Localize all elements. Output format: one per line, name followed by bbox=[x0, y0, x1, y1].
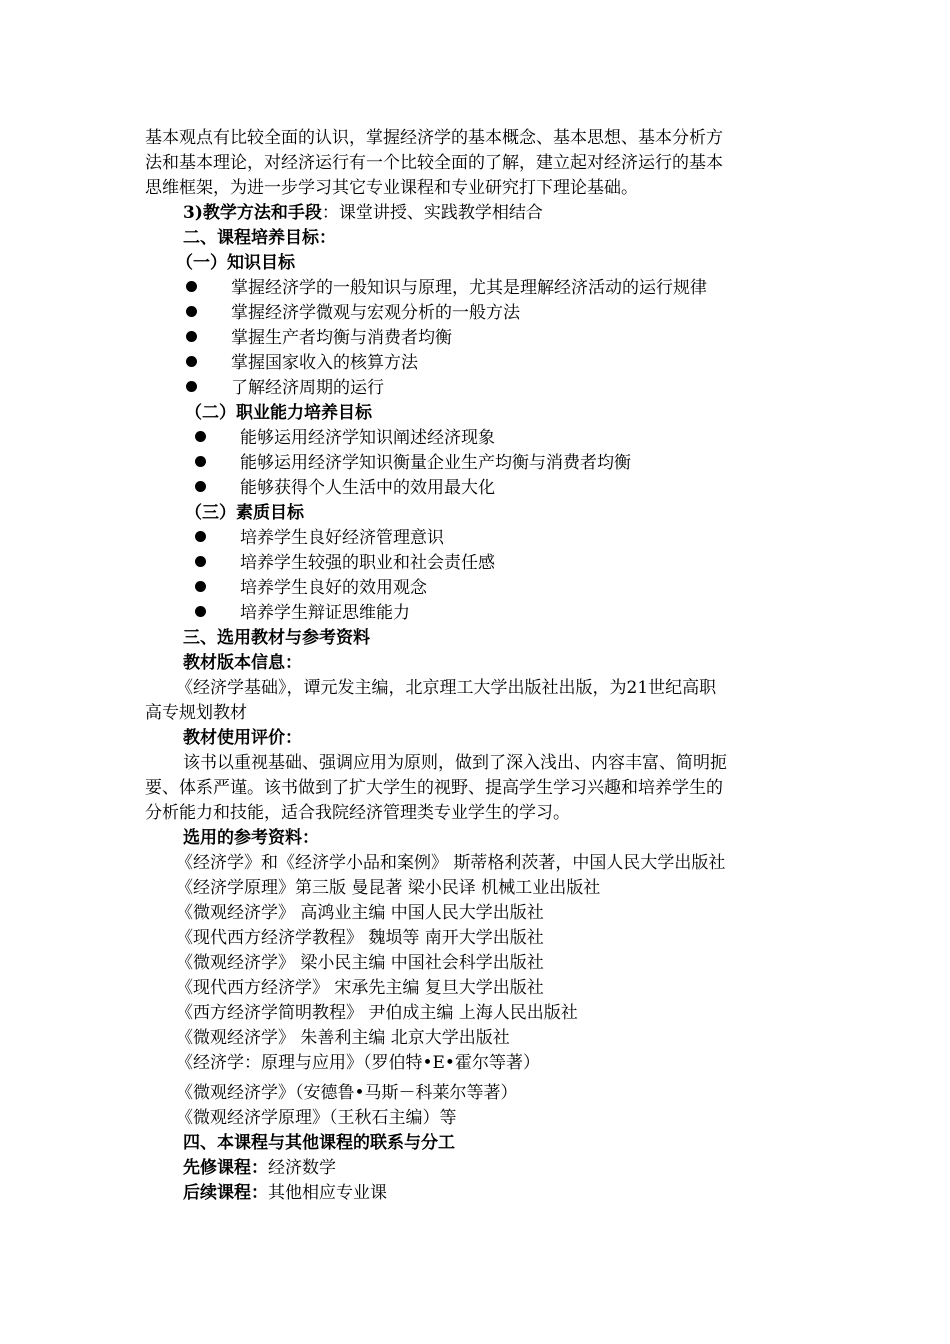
reference-item: 《现代西方经济学教程》 魏埙等 南开大学出版社 bbox=[176, 928, 544, 948]
prerequisite-course bbox=[183, 1156, 336, 1180]
ability-goals-title: （二）职业能力培养目标 bbox=[185, 403, 372, 423]
quality-item: 培养学生辩证思维能力 bbox=[240, 603, 410, 623]
reference-item: 《西方经济学简明教程》 尹伯成主编 上海人民出版社 bbox=[176, 1003, 578, 1023]
knowledge-item: 掌握经济学的一般知识与原理，尤其是理解经济活动的运行规律 bbox=[231, 278, 707, 298]
prerequisite-value: 经济数学 bbox=[268, 1158, 336, 1178]
bullet-icon bbox=[195, 581, 206, 592]
intro-line-3: 思维框架，为进一步学习其它专业课程和专业研究打下理论基础。 bbox=[145, 178, 638, 198]
bullet-icon bbox=[195, 556, 206, 567]
bullet-icon bbox=[186, 356, 197, 367]
bullet-icon bbox=[195, 481, 206, 492]
reference-item: 《经济学：原理与应用》（罗伯特•E•霍尔等著） bbox=[176, 1053, 540, 1073]
edition-line-2: 高专规划教材 bbox=[145, 703, 247, 723]
bullet-icon bbox=[195, 431, 206, 442]
intro-line-2: 法和基本理论，对经济运行有一个比较全面的了解，建立起对经济运行的基本 bbox=[145, 153, 723, 173]
reference-item: 《经济学原理》第三版 曼昆著 梁小民译 机械工业出版社 bbox=[176, 878, 601, 898]
quality-goals-title: （三）素质目标 bbox=[185, 503, 304, 523]
knowledge-item: 掌握生产者均衡与消费者均衡 bbox=[231, 328, 452, 348]
knowledge-item: 了解经济周期的运行 bbox=[231, 378, 384, 398]
reference-item: 《经济学》和《经济学小品和案例》 斯蒂格利茨著，中国人民大学出版社 bbox=[176, 853, 726, 873]
quality-item: 培养学生较强的职业和社会责任感 bbox=[240, 553, 495, 573]
reference-item: 《微观经济学原理》（王秋石主编）等 bbox=[176, 1108, 457, 1128]
followup-label: 后续课程： bbox=[183, 1183, 268, 1203]
bullet-icon bbox=[195, 606, 206, 617]
ability-item: 能够获得个人生活中的效用最大化 bbox=[240, 478, 495, 498]
teaching-methods-text: ：课堂讲授、实践教学相结合 bbox=[321, 203, 543, 223]
reference-item: 《微观经济学》 高鸿业主编 中国人民大学出版社 bbox=[176, 903, 544, 923]
review-label: 教材使用评价： bbox=[183, 728, 302, 748]
review-line-3: 分析能力和技能，适合我院经济管理类专业学生的学习。 bbox=[145, 803, 570, 823]
reference-item: 《微观经济学》 梁小民主编 中国社会科学出版社 bbox=[176, 953, 544, 973]
section-4-title: 四、本课程与其他课程的联系与分工 bbox=[183, 1133, 455, 1153]
ability-item: 能够运用经济学知识阐述经济现象 bbox=[240, 428, 495, 448]
review-line-1: 该书以重视基础、强调应用为原则，做到了深入浅出、内容丰富、简明扼 bbox=[183, 753, 727, 773]
knowledge-item: 掌握经济学微观与宏观分析的一般方法 bbox=[231, 303, 520, 323]
bullet-icon bbox=[186, 331, 197, 342]
followup-course bbox=[183, 1181, 387, 1205]
section-3-title: 三、选用教材与参考资料 bbox=[183, 628, 370, 648]
knowledge-goals-title: （一）知识目标 bbox=[176, 253, 295, 273]
teaching-methods-label: 3)教学方法和手段 bbox=[183, 203, 322, 223]
section-2-title: 二、课程培养目标： bbox=[183, 228, 336, 248]
intro-line-1: 基本观点有比较全面的认识，掌握经济学的基本概念、基本思想、基本分析方 bbox=[145, 128, 723, 148]
references-label: 选用的参考资料： bbox=[183, 828, 319, 848]
prerequisite-label: 先修课程： bbox=[183, 1158, 268, 1178]
bullet-icon bbox=[195, 531, 206, 542]
teaching-methods bbox=[183, 201, 543, 225]
edition-label: 教材版本信息： bbox=[183, 653, 302, 673]
reference-item: 《微观经济学》（安德鲁•马斯－科莱尔等著） bbox=[176, 1083, 518, 1103]
followup-value: 其他相应专业课 bbox=[268, 1183, 387, 1203]
reference-item: 《现代西方经济学》 宋承先主编 复旦大学出版社 bbox=[176, 978, 544, 998]
reference-item: 《微观经济学》 朱善利主编 北京大学出版社 bbox=[176, 1028, 510, 1048]
bullet-icon bbox=[186, 306, 197, 317]
quality-item: 培养学生良好的效用观念 bbox=[240, 578, 427, 598]
bullet-icon bbox=[195, 456, 206, 467]
quality-item: 培养学生良好经济管理意识 bbox=[240, 528, 444, 548]
edition-line-1: 《经济学基础》，谭元发主编，北京理工大学出版社出版，为21世纪高职 bbox=[176, 678, 717, 698]
review-line-2: 要、体系严谨。该书做到了扩大学生的视野、提高学生学习兴趣和培养学生的 bbox=[145, 778, 723, 798]
knowledge-item: 掌握国家收入的核算方法 bbox=[231, 353, 418, 373]
ability-item: 能够运用经济学知识衡量企业生产均衡与消费者均衡 bbox=[240, 453, 631, 473]
bullet-icon bbox=[186, 381, 197, 392]
bullet-icon bbox=[186, 281, 197, 292]
